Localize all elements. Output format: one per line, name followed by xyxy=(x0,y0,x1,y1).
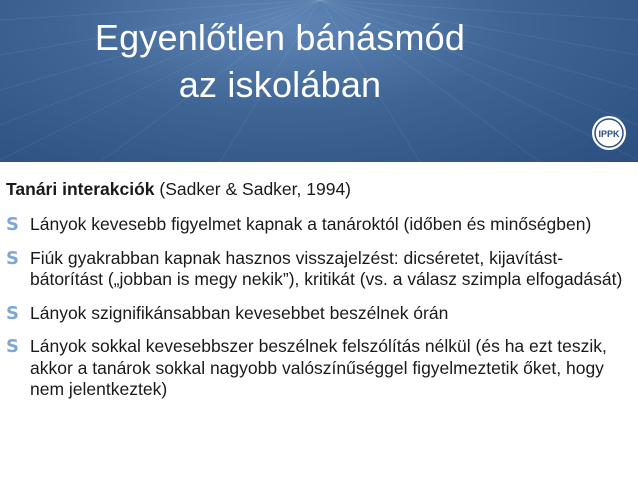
s-bullet-icon: S xyxy=(6,336,19,357)
bullet-item xyxy=(6,248,630,291)
s-bullet-icon: S xyxy=(6,214,19,235)
bullet-text: Lányok sokkal kevesebbszer beszélnek felszólítás nélkül (és ha ezt teszik, akkor a tanárok sokkal nagyobb valószínűséggel figyelmeztetik őket, hogy nem jelentkeztek) xyxy=(30,336,607,399)
slide-body xyxy=(6,178,630,413)
slide-title xyxy=(70,14,490,108)
bullet-text: Lányok szignifikánsabban kevesebbet beszélnek órán xyxy=(30,302,449,323)
bullet-item xyxy=(6,336,630,401)
s-bullet-icon: S xyxy=(6,302,19,324)
logo-text: IPPK xyxy=(598,129,620,139)
bullet-item xyxy=(6,303,630,325)
bullet-text: Fiúk gyakrabban kapnak hasznos visszajelzést: dicséretet, kijavítást-bátorítást („jobban is megy nekik”), kritikát (vs. a válasz szimpla elfogadását) xyxy=(30,247,623,289)
ippk-logo xyxy=(590,114,628,152)
title-line-2: az iskolában xyxy=(178,64,382,105)
title-banner xyxy=(0,0,638,162)
s-bullet-icon: S xyxy=(6,247,19,269)
heading-bold: Tanári interakciók xyxy=(6,179,155,199)
section-heading xyxy=(6,178,630,200)
bullet-item xyxy=(6,214,630,236)
bullet-text: Lányok kevesebb figyelmet kapnak a tanároktól (időben és minőségben) xyxy=(30,214,592,234)
title-line-1: Egyenlőtlen bánásmód xyxy=(94,17,466,58)
bullet-list xyxy=(6,214,630,401)
heading-citation: (Sadker & Sadker, 1994) xyxy=(154,179,351,199)
